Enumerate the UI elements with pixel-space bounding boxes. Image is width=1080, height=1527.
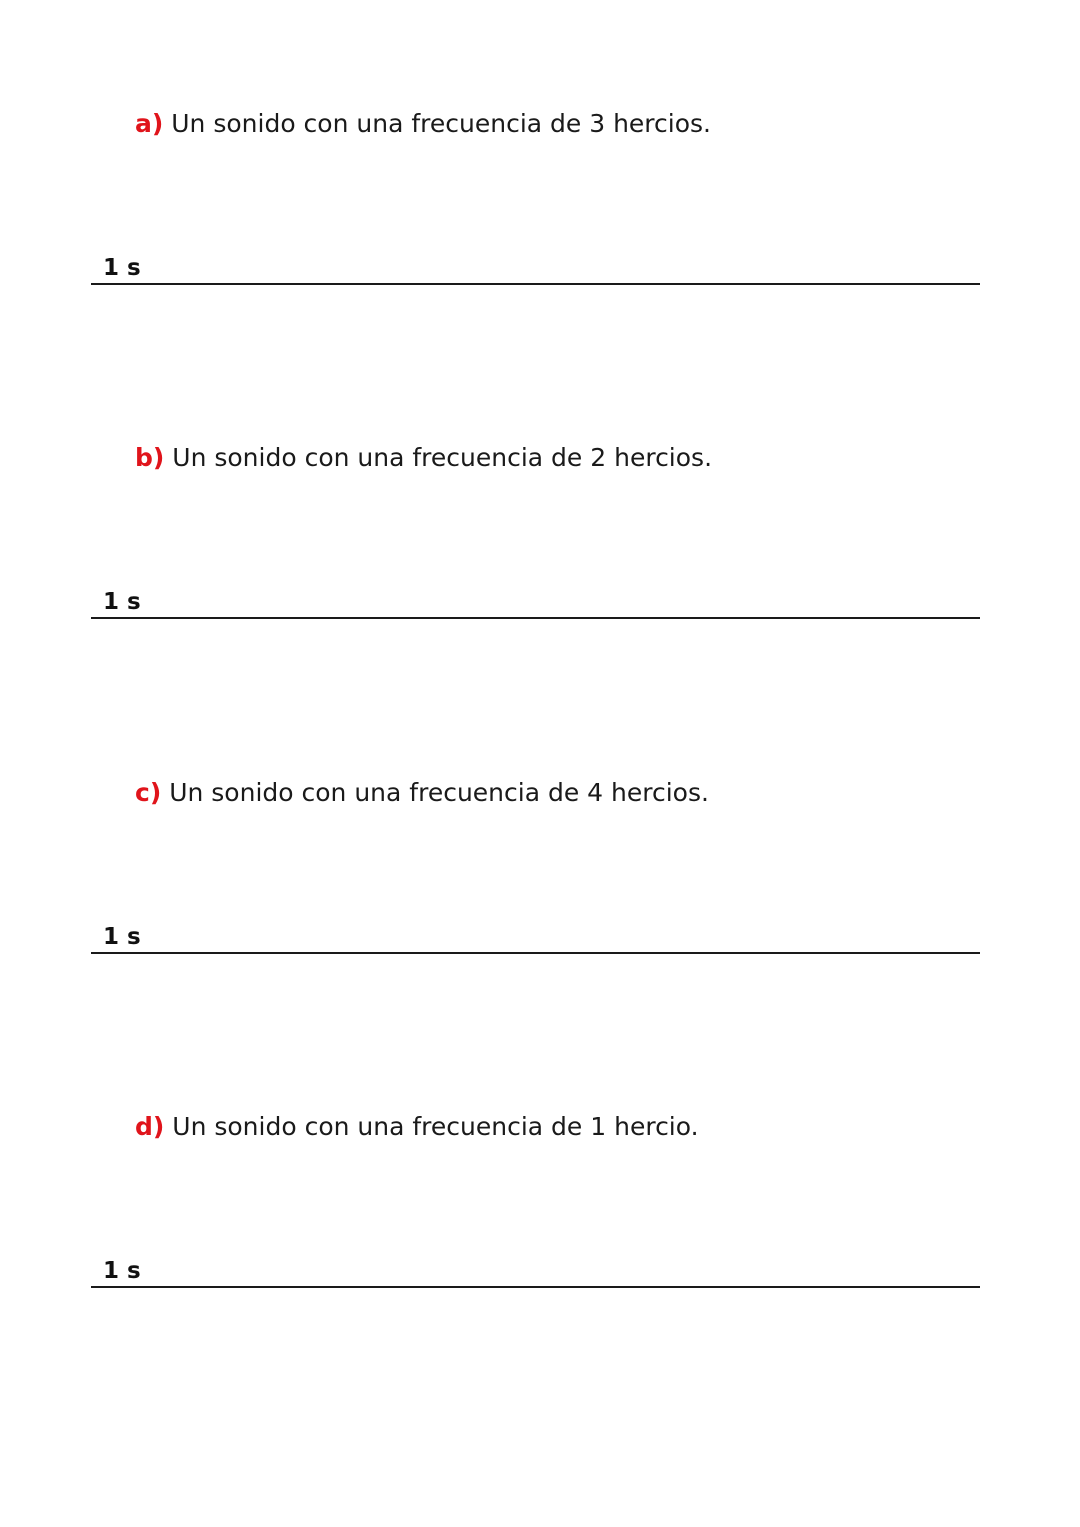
drawing-axis-line (91, 283, 980, 285)
time-label: 1 s (103, 924, 141, 950)
drawing-axis-line (91, 1286, 980, 1288)
exercise-letter: a) (135, 109, 164, 138)
exercise-b (0, 441, 1080, 641)
time-label: 1 s (103, 1258, 141, 1284)
exercise-text: Un sonido con una frecuencia de 4 hercios. (161, 778, 709, 807)
exercise-text: Un sonido con una frecuencia de 2 hercios. (164, 443, 713, 472)
exercise-text: Un sonido con una frecuencia de 1 hercio. (164, 1112, 699, 1141)
exercise-prompt (135, 1110, 699, 1144)
exercise-d (0, 1110, 1080, 1310)
exercise-prompt (135, 441, 712, 475)
exercise-letter: c) (135, 778, 162, 807)
exercise-text: Un sonido con una frecuencia de 3 hercios. (163, 109, 711, 138)
exercise-a (0, 107, 1080, 307)
drawing-axis-line (91, 952, 980, 954)
exercise-letter: b) (135, 443, 165, 472)
exercise-prompt (135, 776, 709, 810)
exercise-c (0, 776, 1080, 976)
time-label: 1 s (103, 589, 141, 615)
time-label: 1 s (103, 255, 141, 281)
exercise-letter: d) (135, 1112, 165, 1141)
drawing-axis-line (91, 617, 980, 619)
exercise-prompt (135, 107, 711, 141)
